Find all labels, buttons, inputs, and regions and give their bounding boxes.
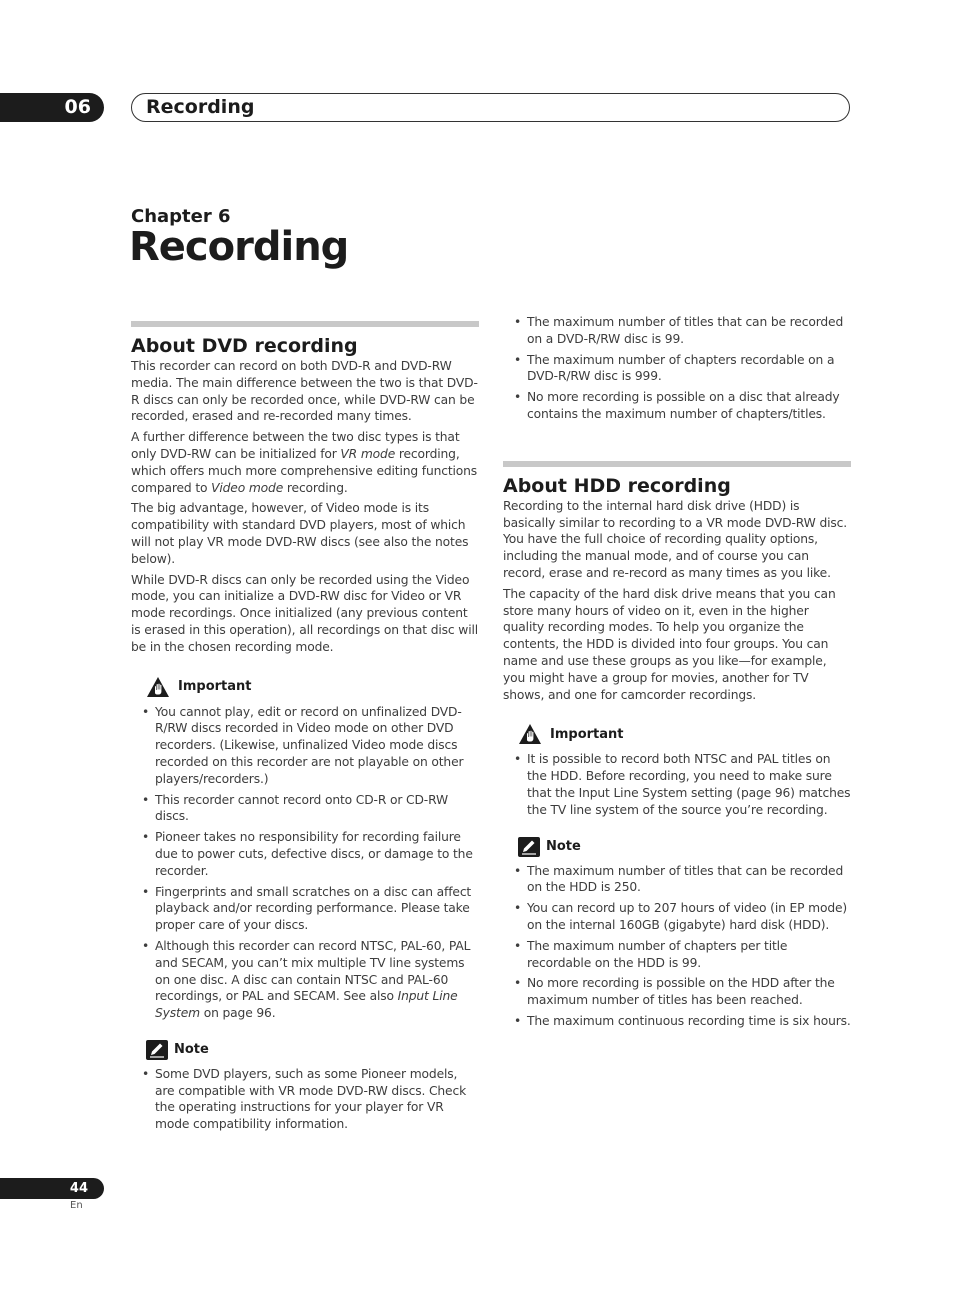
left-column: [131, 321, 479, 1137]
note-list: [131, 1066, 479, 1133]
bullet: •: [514, 976, 522, 991]
section-title-hdd: About HDD recording: [503, 474, 731, 497]
paragraph: [131, 500, 479, 567]
list-item: [503, 314, 851, 348]
note-callout: [518, 837, 851, 857]
page-number-tab: 44: [0, 1178, 104, 1199]
bullet: •: [514, 901, 522, 916]
list-item: [503, 938, 851, 972]
bullet: •: [514, 863, 522, 878]
list-item: [131, 792, 479, 826]
header-title: Recording: [146, 96, 255, 118]
hand-warning-icon: [146, 676, 170, 698]
emphasis-text: Video mode: [211, 480, 284, 495]
bullet: •: [142, 830, 150, 845]
bullet: •: [514, 315, 522, 329]
paragraph: [131, 572, 479, 656]
paragraph: The capacity of the hard disk drive means that you can store many hours of video on it, even in the higher quality recording modes. To help you organize the contents, the HDD is divided into four groups. You can name and use these groups as you like—for example, you might have a group for movies, another for TV shows, and one for camcorder recordings.: [503, 586, 836, 702]
paragraph-text: The big advantage, however, of Video mode is its compatibility with standard DVD players, most of which will not play VR mode DVD-RW discs (see also the notes below).: [131, 501, 469, 566]
list-item-text: The maximum number of chapters recordable on a DVD-R/RW disc is 999.: [527, 352, 835, 384]
paragraph-text: This recorder can record on both DVD-R and DVD-RW media. The main difference between the two is that DVD-R discs can only be recorded once, while DVD-RW can be recorded, erased and re-recorded many times.: [131, 359, 478, 424]
important-label: Important: [178, 679, 252, 695]
note-list: [503, 863, 851, 1030]
list-item: [131, 704, 479, 788]
list-item-text: Although this recorder can record NTSC, PAL-60, PAL and SECAM, you can’t mix multiple TV line systems on one disc. A disc can contain NTSC and PAL-60 recordings, or PAL and SECAM. See also: [155, 938, 471, 1004]
list-item: [503, 751, 851, 818]
list-item-text: You cannot play, edit or record on unfinalized DVD-R/RW discs recorded in Video mode on other DVD recorders. (Likewise, unfinalized Video mode discs recorded on this recorder are not playable on other players/recorders.): [155, 704, 464, 786]
bullet: •: [514, 352, 522, 367]
emphasis-text: VR mode: [340, 446, 396, 461]
list-item: [131, 884, 479, 934]
list-item-text: The maximum number of titles that can be recorded on the HDD is 250.: [527, 863, 844, 895]
bullet: •: [514, 752, 522, 767]
bullet: •: [142, 884, 150, 899]
list-item: [131, 829, 479, 879]
list-item-text: Some DVD players, such as some Pioneer models, are compatible with VR mode DVD-RW discs. Check the operating instructions for your player for VR mode compatibility information.: [155, 1066, 467, 1132]
paragraph-text: While DVD-R discs can only be recorded using the Video mode, you can initialize a DVD-RW disc for Video or VR mode recordings. Once initialized (any previous content is erased in this operation), all recordings on that disc will be in the chosen recording mode.: [131, 572, 478, 654]
important-callout: [518, 723, 851, 745]
list-item-text: The maximum number of titles that can be recorded on a DVD-R/RW disc is 99.: [527, 315, 844, 346]
paragraph-text: recording, which offers much more comprehensive editing functions compared to: [131, 446, 478, 495]
list-item-text: No more recording is possible on the HDD after the maximum number of titles has been reached.: [527, 976, 835, 1008]
section-title-dvd: About DVD recording: [131, 335, 358, 357]
paragraph: [131, 429, 479, 496]
list-item-text: No more recording is possible on a disc that already contains the maximum number of chapters/titles.: [527, 390, 840, 421]
chapter-label: Chapter 6: [131, 206, 231, 227]
bullet: •: [142, 704, 150, 719]
list-item-text: You can record up to 207 hours of video (in EP mode) on the internal 160GB (gigabyte) hard disk (HDD).: [527, 901, 848, 932]
list-item: [503, 975, 851, 1009]
list-item-text: on page 96.: [199, 1006, 276, 1021]
pencil-note-icon: [146, 1040, 168, 1060]
chapter-title: Recording: [129, 224, 349, 270]
note-list-continued: [503, 314, 851, 423]
section-divider-bar: [131, 321, 479, 327]
list-item-text: This recorder cannot record onto CD-R or CD-RW discs.: [155, 792, 448, 824]
paragraph: Recording to the internal hard disk drive (HDD) is basically similar to recording to a VR mode DVD-RW disc. You have the full choice of recording quality options, including the manual mode, and of course you can record, erase and re-record as many times as you like.: [503, 498, 848, 580]
note-callout: [146, 1040, 479, 1060]
important-list: [131, 704, 479, 1022]
bullet: •: [514, 1013, 522, 1028]
list-item-text: The maximum number of chapters per title recordable on the HDD is 99.: [527, 938, 788, 970]
list-item-text: The maximum continuous recording time is six hours.: [527, 1013, 851, 1028]
list-item-text: It is possible to record both NTSC and PAL titles on the HDD. Before recording, you need to make sure that the Input Line System setting (page 96) matches the TV line system of the source you’re recording.: [527, 752, 851, 817]
list-item: [503, 1013, 851, 1030]
paragraph-text: recording.: [283, 480, 348, 495]
list-item: [503, 352, 851, 386]
hand-warning-icon: [518, 723, 542, 745]
list-item: [503, 863, 851, 897]
list-item: [503, 389, 851, 423]
important-label: Important: [550, 726, 624, 742]
section-divider-bar: [503, 461, 851, 467]
bullet: •: [514, 390, 522, 405]
right-column: [503, 314, 851, 1034]
list-item: [131, 1066, 479, 1133]
reference-text: Input Line System: [155, 989, 458, 1021]
page-language: En: [70, 1200, 83, 1211]
note-label: Note: [546, 839, 581, 855]
bullet: •: [514, 938, 522, 953]
list-item-text: Fingerprints and small scratches on a disc can affect playback and/or recording performance. Please take proper care of your discs.: [155, 884, 472, 933]
list-item: [503, 900, 851, 934]
bullet: •: [142, 938, 150, 953]
pencil-note-icon: [518, 837, 540, 857]
important-list: [503, 751, 851, 818]
bullet: •: [142, 792, 150, 807]
chapter-number-tab: 06: [0, 93, 104, 122]
important-callout: [146, 676, 479, 698]
list-item: [131, 938, 479, 1022]
paragraph: [131, 358, 479, 425]
list-item-text: Pioneer takes no responsibility for recording failure due to power cuts, defective discs, or damage to the recorder.: [155, 830, 473, 878]
note-label: Note: [174, 1042, 209, 1058]
paragraph-text: A further difference between the two disc types is that only DVD-RW can be initialized for: [131, 430, 460, 461]
bullet: •: [142, 1066, 150, 1081]
